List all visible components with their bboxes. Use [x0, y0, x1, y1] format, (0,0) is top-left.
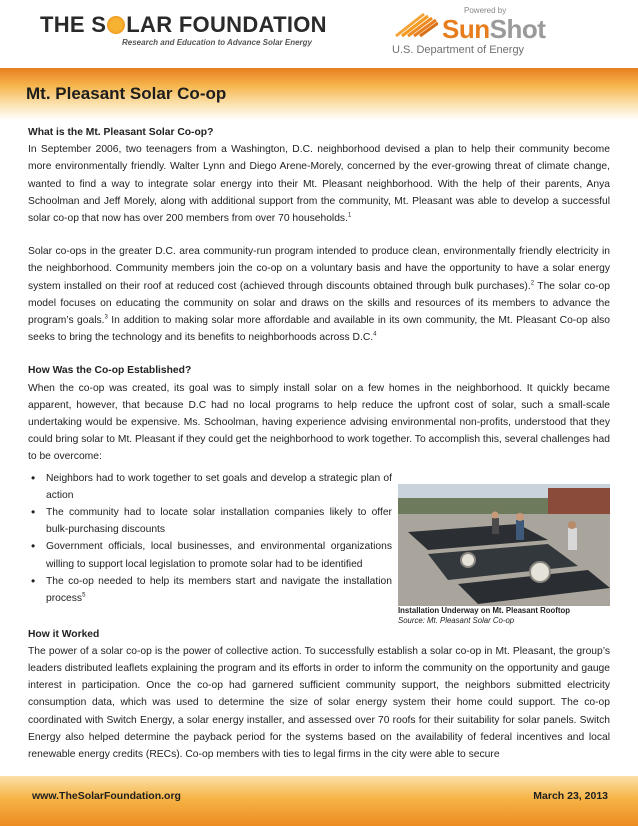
- footnote-ref: 3: [104, 314, 108, 321]
- page-title: Mt. Pleasant Solar Co-op: [26, 84, 227, 103]
- footer-website-link[interactable]: www.TheSolarFoundation.org: [32, 790, 181, 802]
- challenge-list: [28, 470, 392, 608]
- powered-by-label: Powered by: [464, 6, 507, 15]
- list-item: • Government officials, local businesses, and environmental organizations willing to support local legislation to promote solar had to be identified: [28, 538, 392, 572]
- footnote-ref: 4: [373, 331, 377, 338]
- rooftop-installation-photo: [398, 484, 610, 606]
- footer-date: March 23, 2013: [533, 790, 608, 802]
- list-item: • Neighbors had to work together to set goals and develop a strategic plan of action: [28, 470, 392, 504]
- list-item: • The community had to locate solar installation companies likely to offer bulk-purchasing discounts: [28, 504, 392, 538]
- logo-title: THE S LAR FOUNDATION: [40, 12, 327, 37]
- worked-paragraph-1: The power of a solar co-op is the power of collective action. To successfully establish a solar co-op in Mt. Pleasant, the group’s leaders distributed leaflets explaining the program and its efforts in order to inform the community on the opportunity and gauge interest in participation. Once the co-op had garnered sufficient community support, the neighbors submitted electricity consumption data, which was used to determine the size of solar energy system their home could support. The co-op coordinated with Switch Energy, a solar energy installer, and assessed over 70 roofs for their suitability for solar panels. Switch Energy also helped determine the payback period for the systems based on the availability of federal incentives and local renewable energy credits (RECs). Co-op members with ties to legal firms in the city were able to secure: [28, 645, 610, 761]
- footnote-ref: 1: [347, 212, 352, 219]
- photo-caption: [398, 606, 618, 627]
- caption-source: Source: Mt. Pleasant Solar Co-op: [398, 616, 515, 626]
- page-footer: [0, 776, 638, 826]
- solar-foundation-logo[interactable]: [40, 12, 327, 48]
- list-item: • The co-op needed to help its members start and navigate the installation process$^5$: [28, 573, 392, 607]
- title-band: [0, 68, 638, 120]
- how-heading: How Was the Co-op Established?: [28, 365, 192, 377]
- rooftop-photo-illustration: [398, 484, 610, 606]
- footnote-ref: 5: [82, 592, 86, 599]
- sunshot-stripes-icon: [394, 12, 438, 38]
- sun-icon: [107, 16, 125, 34]
- what-heading: What is the Mt. Pleasant Solar Co-op?: [28, 127, 214, 138]
- caption-title: Installation Underway on Mt. Pleasant Rooftop: [398, 605, 570, 615]
- sunshot-wordmark: SunShot: [442, 14, 546, 44]
- worked-heading: How it Worked: [28, 628, 100, 640]
- bullets-and-photo: [28, 466, 610, 626]
- logo-tagline: Research and Education to Advance Solar Energy: [122, 38, 312, 47]
- footnote-ref: 2: [530, 280, 535, 287]
- department-label: U.S. Department of Energy: [392, 44, 525, 56]
- sunshot-logo[interactable]: [382, 6, 552, 62]
- article-body: [28, 124, 610, 763]
- how-paragraph-1: When the co-op was created, its goal was to simply install solar on a few homes in the neighborhood. It quickly became apparent, however, that because D.C had no local programs to help reduce the upfront cost of solar, such a small-scale undertaking would be expensive. Ms. Schoolman, having experience advising environmental non-profits, understood that they could bring solar to Mt. Pleasant if they could get the neighborhood to work together. To accomplish this, several challenges had to be overcome:: [28, 382, 610, 463]
- page-header: [0, 0, 638, 68]
- what-paragraph-1: In September 2006, two teenagers from a Washington, D.C. neighborhood devised a plan to help their community become more environmentally friendly. Walter Lynn and Diego Arene-Morely, concerned by the ever-growing threat of climate change, wanted to find a way to integrate solar energy into their Mt. Pleasant neighborhood. With the help of their parents, Anya Schoolman and Jeff Morely, along with additional support from the community, Mt. Pleasant was able to develop a successful solar co-op that now has over 200 members from over 70 households.$^1$: [28, 144, 610, 225]
- what-paragraph-2: Solar co-ops in the greater D.C. area community-run program intended to produce clean, environmentally friendly electricity in the neighborhood. Community members join the co-op on a voluntary basis and have the opportunity to have a solar energy system installed on their roof at reduced cost (achieved through discounts obtained through bulk purchases).$^2$ The solar co-op model focuses on educating the community on solar and draws on the skills and resources of its members to advance the program’s goals.$^3$ In addition to making solar more affordable and available in its own community, the Mt. Pleasant Co-op also seeks to bring the technology and its benefits to neighborhoods across D.C.$^4$: [28, 246, 611, 344]
